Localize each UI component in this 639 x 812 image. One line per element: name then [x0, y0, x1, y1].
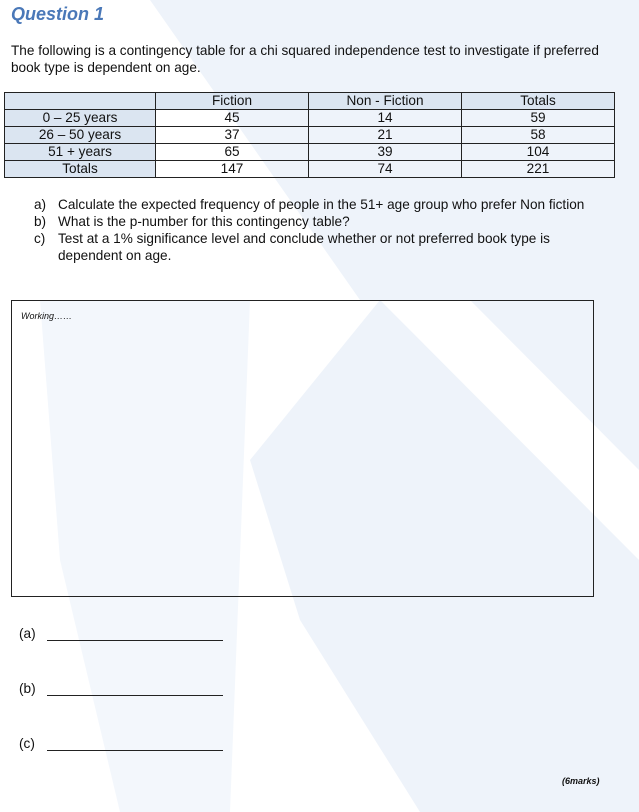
sub-question [34, 213, 594, 230]
sub-question-label: b) [34, 214, 47, 229]
marks-label: (6marks) [562, 776, 600, 786]
question-title: Question 1 [11, 4, 105, 24]
answer-label: (a) [19, 626, 36, 641]
working-label: Working…… [21, 311, 73, 321]
sub-question-text: What is the p-number for this contingency table? [58, 214, 350, 229]
table-cell: 221 [462, 161, 615, 178]
working-area[interactable] [11, 300, 594, 597]
table-cell: 59 [462, 110, 615, 127]
sub-question [34, 196, 594, 213]
table-header-cell [5, 93, 156, 110]
table-cell: 65 [156, 144, 309, 161]
table-cell: 147 [156, 161, 309, 178]
table-cell: 74 [309, 161, 462, 178]
table-header-cell: Fiction [156, 93, 309, 110]
answer-label: (c) [19, 736, 35, 751]
table-header-cell: Totals [462, 93, 615, 110]
question-intro: The following is a contingency table for a chi squared independence test to investigate if preferred book type is dependent on age. [11, 43, 599, 75]
table-row [5, 127, 615, 144]
sub-question [34, 230, 594, 264]
answer-line-b[interactable] [19, 681, 223, 696]
answer-line-c[interactable] [19, 736, 223, 751]
answer-label: (b) [19, 681, 36, 696]
table-cell: 21 [309, 127, 462, 144]
table-row-label: Totals [5, 161, 156, 178]
table-header-cell: Non - Fiction [309, 93, 462, 110]
answer-blank[interactable] [47, 681, 223, 696]
table-totals-row [5, 161, 615, 178]
sub-question-text: Calculate the expected frequency of people in the 51+ age group who prefer Non fiction [58, 197, 585, 212]
table-cell: 14 [309, 110, 462, 127]
sub-question-list [34, 196, 594, 264]
table-row-label: 51 + years [5, 144, 156, 161]
table-cell: 37 [156, 127, 309, 144]
sub-question-label: a) [34, 197, 47, 212]
sub-question-label: c) [34, 231, 46, 246]
table-cell: 104 [462, 144, 615, 161]
table-row [5, 144, 615, 161]
answer-line-a[interactable] [19, 626, 223, 641]
sub-question-text: Test at a 1% significance level and conclude whether or not preferred book type is dependent on age. [58, 231, 550, 263]
contingency-table [4, 92, 615, 178]
table-row-label: 26 – 50 years [5, 127, 156, 144]
table-cell: 39 [309, 144, 462, 161]
table-cell: 58 [462, 127, 615, 144]
answer-blank[interactable] [47, 736, 223, 751]
table-cell: 45 [156, 110, 309, 127]
table-row-label: 0 – 25 years [5, 110, 156, 127]
table-header-row [5, 93, 615, 110]
table-row [5, 110, 615, 127]
answer-blank[interactable] [47, 626, 223, 641]
